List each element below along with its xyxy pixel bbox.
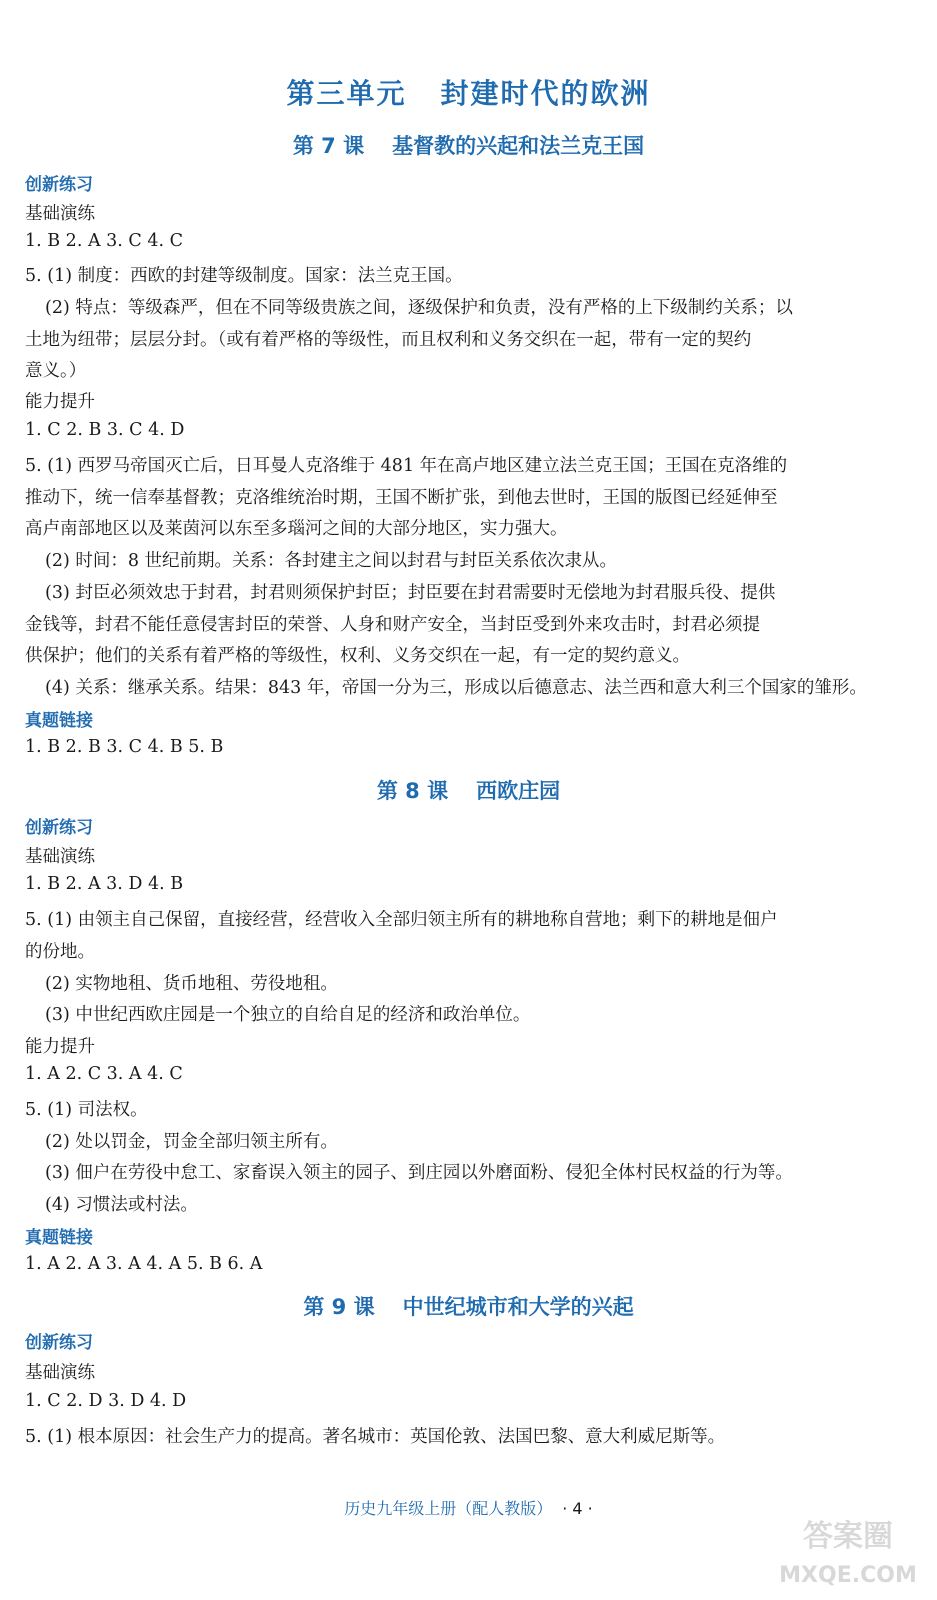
real-exam-answers: 1. A 2. A 3. A 4. A 5. B 6. A xyxy=(25,1254,263,1274)
watermark-url: MXQE.COM xyxy=(779,1563,917,1588)
basic-answers: 1. B 2. A 3. D 4. B xyxy=(25,874,184,894)
lesson-9-title xyxy=(0,1291,937,1321)
answer-line: (2) 时间：8 世纪前期。关系：各封建主之间以封君与封臣关系依次隶从。 xyxy=(45,551,618,571)
answer-line: 意义。） xyxy=(25,361,87,381)
answer-line: (2) 处以罚金，罚金全部归领主所有。 xyxy=(45,1132,338,1152)
basic-answers: 1. B 2. A 3. C 4. C xyxy=(25,231,184,251)
answer-line: 5. (1) 制度：西欧的封建等级制度。国家：法兰克王国。 xyxy=(25,266,463,286)
answer-line: (3) 封臣必须效忠于封君，封君则须保护封臣；封臣要在封君需要时无偿地为封君服兵役、提供 xyxy=(45,583,776,603)
answer-line: 土地为纽带；层层分封。（或有着严格的等级性，而且权利和义务交织在一起，带有一定的契约 xyxy=(25,330,752,350)
lesson-7-title xyxy=(0,130,937,160)
section-innovation-practice: 创新练习 xyxy=(25,818,93,838)
answer-line: (4) 关系：继承关系。结果：843 年，帝国一分为三，形成以后德意志、法兰西和意大利三个国家的雏形。 xyxy=(45,678,867,698)
answer-line: 5. (1) 根本原因：社会生产力的提高。著名城市：英国伦敦、法国巴黎、意大利威尼斯等。 xyxy=(25,1427,726,1447)
subsection-basic: 基础演练 xyxy=(25,1363,95,1383)
real-exam-answers: 1. B 2. B 3. C 4. B 5. B xyxy=(25,737,224,757)
unit-name: 封建时代的欧洲 xyxy=(440,77,651,110)
unit-number: 第三单元 xyxy=(286,77,407,110)
watermark-logo xyxy=(773,1512,923,1592)
answer-line: 供保护；他们的关系有着严格的等级性，权利、义务交织在一起，有一定的契约意义。 xyxy=(25,646,690,666)
unit-title xyxy=(0,72,937,112)
book-title: 历史九年级上册（配人教版） xyxy=(344,1499,545,1518)
lesson-7-number: 第 7 课 xyxy=(292,134,365,158)
section-real-exam: 真题链接 xyxy=(25,1228,93,1248)
answer-line: 5. (1) 西罗马帝国灭亡后，日耳曼人克洛维于 481 年在高卢地区建立法兰克王国；王国在克洛维的 xyxy=(25,456,788,476)
answer-line: 金钱等，封君不能任意侵害封臣的荣誉、人身和财产安全，当封臣受到外来攻击时，封君必须提 xyxy=(25,615,760,635)
lesson-8-number: 第 8 课 xyxy=(376,779,449,803)
subsection-advanced: 能力提升 xyxy=(25,392,95,412)
advanced-answers: 1. A 2. C 3. A 4. C xyxy=(25,1064,183,1084)
answer-line: 推动下，统一信奉基督教；克洛维统治时期，王国不断扩张，到他去世时，王国的版图已经延伸至 xyxy=(25,488,778,508)
answer-line: (2) 实物地租、货币地租、劳役地租。 xyxy=(45,974,338,994)
answer-line: (3) 中世纪西欧庄园是一个独立的自给自足的经济和政治单位。 xyxy=(45,1005,531,1025)
answer-line: 5. (1) 由领主自己保留，直接经营，经营收入全部归领主所有的耕地称自营地；剩下的耕地是佃户 xyxy=(25,910,778,930)
answer-line: (3) 佃户在劳役中怠工、家畜误入领主的园子、到庄园以外磨面粉、侵犯全体村民权益的行为等。 xyxy=(45,1163,793,1183)
lesson-9-number: 第 9 课 xyxy=(303,1295,375,1319)
lesson-7-name: 基督教的兴起和法兰克王国 xyxy=(392,134,645,158)
page-number: · 4 · xyxy=(562,1499,593,1518)
section-real-exam: 真题链接 xyxy=(25,711,93,731)
answer-line: 高卢南部地区以及莱茵河以东至多瑙河之间的大部分地区，实力强大。 xyxy=(25,519,568,539)
basic-answers: 1. C 2. D 3. D 4. D xyxy=(25,1391,187,1411)
lesson-8-title xyxy=(0,775,937,805)
answer-line: (4) 习惯法或村法。 xyxy=(45,1195,198,1215)
subsection-basic: 基础演练 xyxy=(25,204,95,224)
section-innovation-practice: 创新练习 xyxy=(25,175,93,195)
subsection-basic: 基础演练 xyxy=(25,847,95,867)
answer-line: 的份地。 xyxy=(25,942,95,962)
section-innovation-practice: 创新练习 xyxy=(25,1333,93,1353)
subsection-advanced: 能力提升 xyxy=(25,1037,95,1057)
answer-line: (2) 特点：等级森严，但在不同等级贵族之间，逐级保护和负责，没有严格的上下级制约关系；以 xyxy=(45,298,793,318)
lesson-9-name: 中世纪城市和大学的兴起 xyxy=(402,1295,634,1319)
watermark-logo-text: 答案圈 xyxy=(803,1519,893,1554)
answer-line: 5. (1) 司法权。 xyxy=(25,1100,148,1120)
advanced-answers: 1. C 2. B 3. C 4. D xyxy=(25,420,185,440)
lesson-8-name: 西欧庄园 xyxy=(476,779,561,803)
